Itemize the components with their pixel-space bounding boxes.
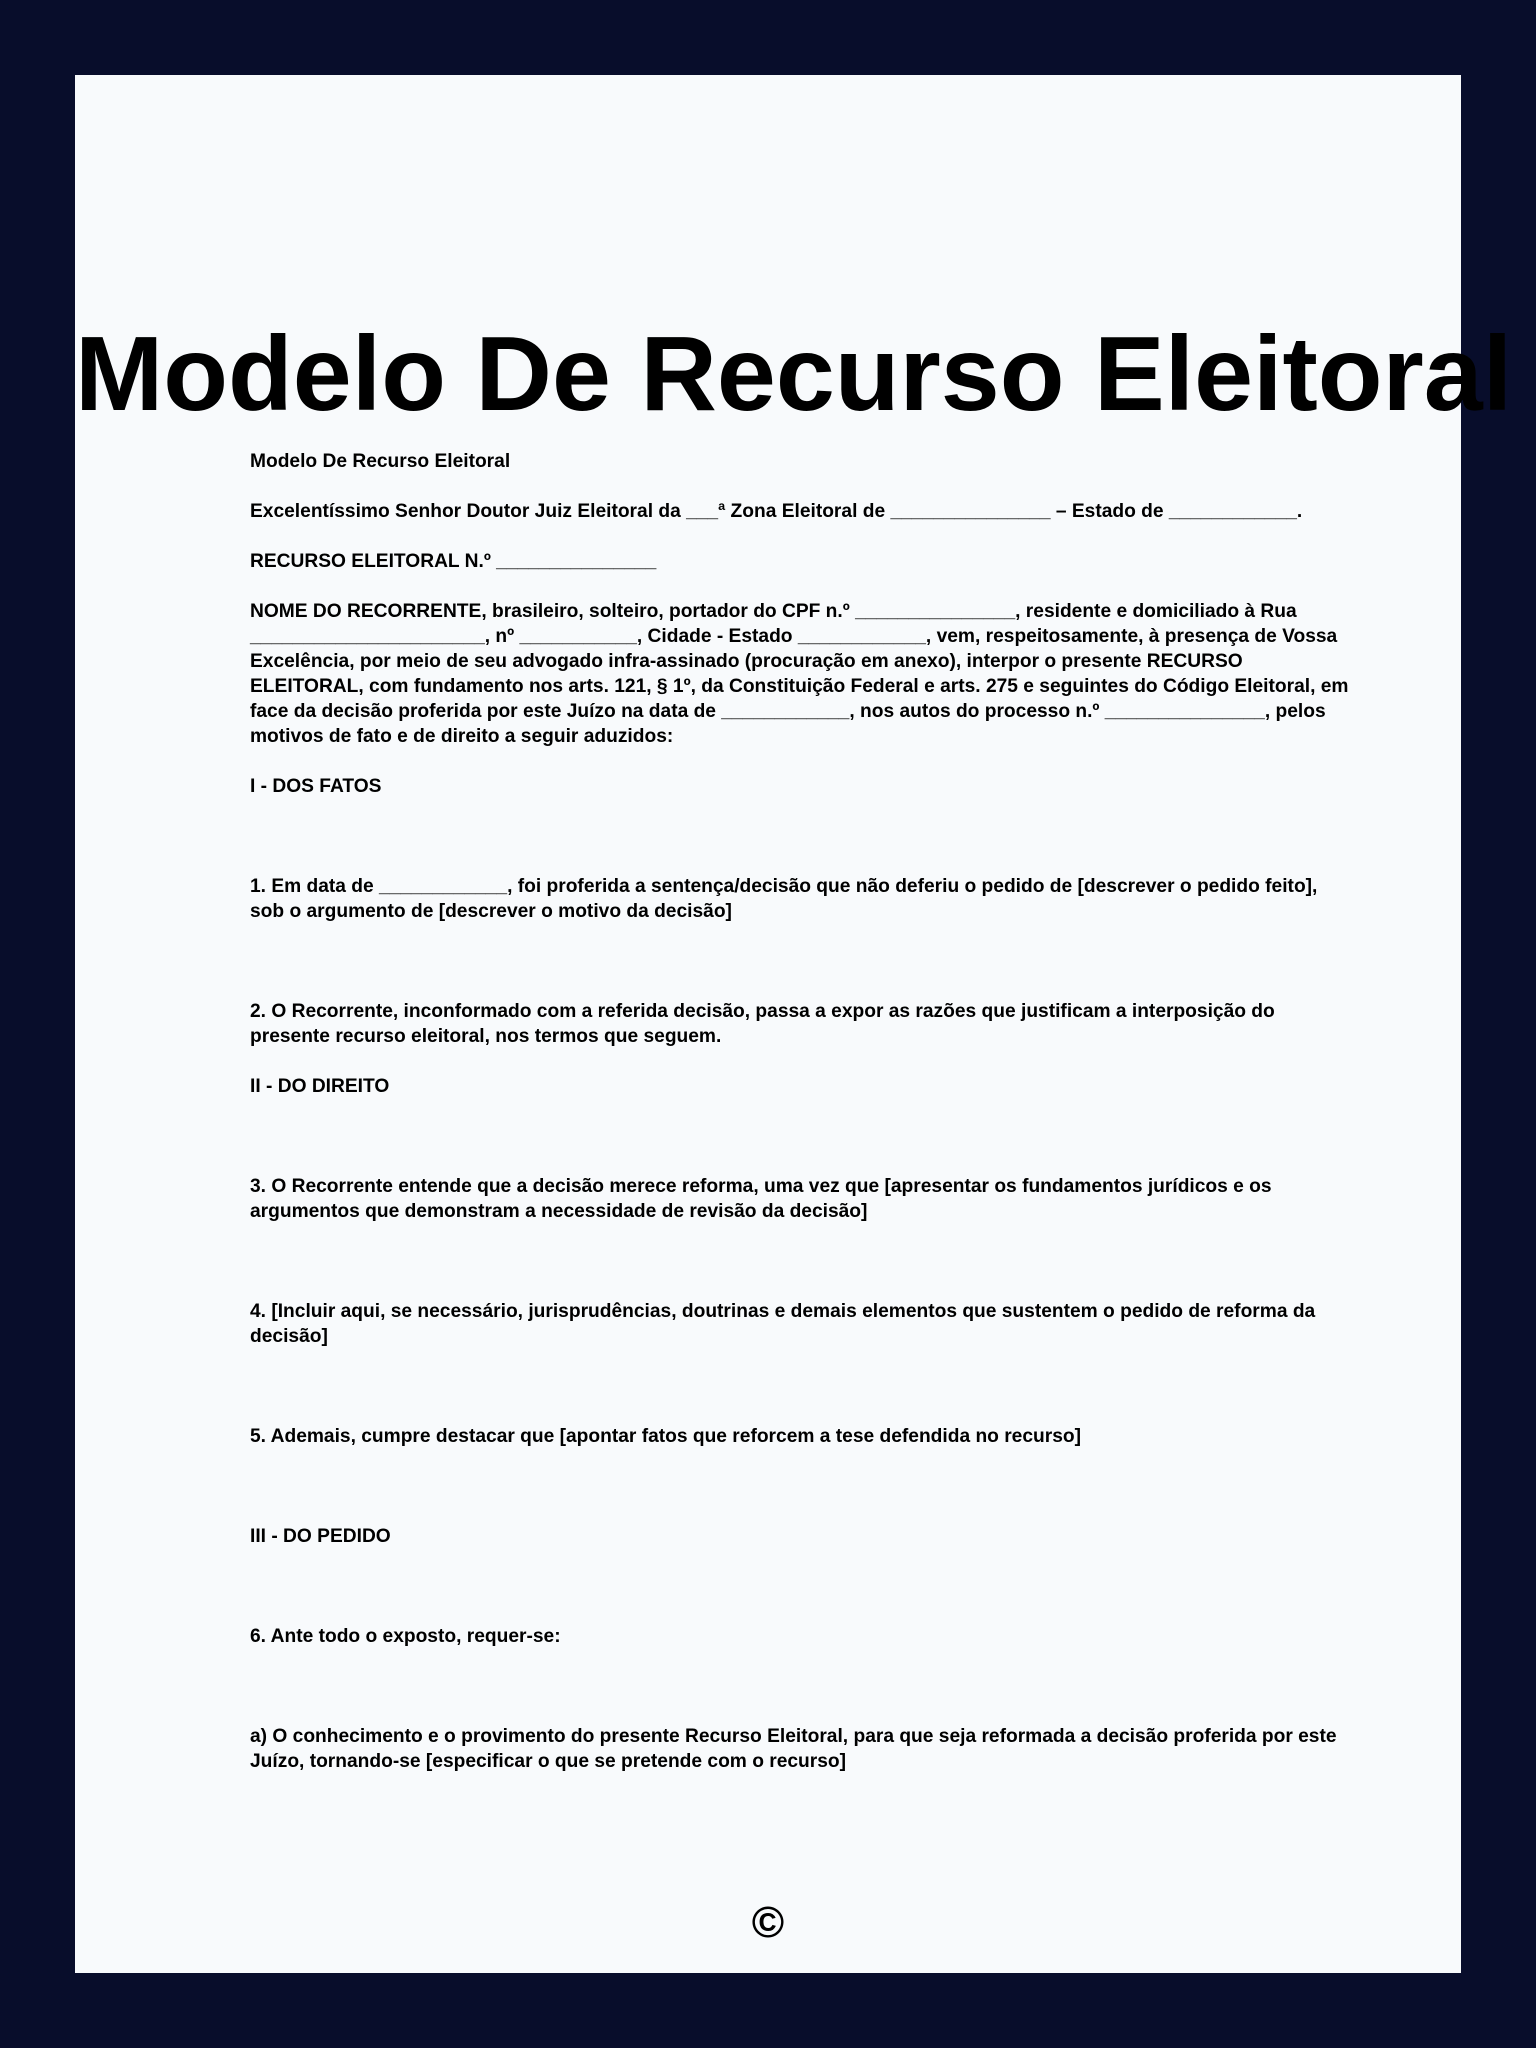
case-number: RECURSO ELEITORAL N.º _______________ <box>250 551 657 572</box>
intro-paragraph: NOME DO RECORRENTE, brasileiro, solteiro, portador do CPF n.º _______________, residente e domiciliado à Rua ______________________, nº ___________, Cidade - Estado ____________, vem, respeitosamente, à presença de Vossa Excelência, por meio de seu advogado infra-assinado (procuração em anexo), interpor o presente RECURSO ELEITORAL, com fundamento nos arts. 121, § 1º, da Constituição Federal e arts. 275 e seguintes do Código Eleitoral, em face da decisão proferida por este Juízo na data de ____________, nos autos do processo n.º _______________, pelos motivos de fato e de direito a seguir aduzidos: <box>250 601 1349 747</box>
section-heading-law: II - DO DIREITO <box>250 1076 390 1097</box>
section-heading-facts: I - DOS FATOS <box>250 776 382 797</box>
document-page <box>75 75 1513 1973</box>
document-heading: Modelo De Recurso Eleitoral <box>250 451 511 472</box>
item-a: a) O conhecimento e o provimento do presente Recurso Eleitoral, para que seja reformada a decisão proferida por este Juízo, tornando-se [especificar o que se pretende com o recurso] <box>250 1726 1337 1772</box>
document-body <box>250 449 1355 1774</box>
item-1: 1. Em data de ____________, foi proferida a sentença/decisão que não deferiu o pedido de [descrever o pedido feito], sob o argumento de [descrever o motivo da decisão] <box>250 876 1318 922</box>
copyright-icon: © <box>751 1898 785 1947</box>
item-5: 5. Ademais, cumpre destacar que [apontar fatos que reforcem a tese defendida no recurso] <box>250 1426 1081 1447</box>
item-6: 6. Ante todo o exposto, requer-se: <box>250 1626 561 1647</box>
salutation: Excelentíssimo Senhor Doutor Juiz Eleitoral da ___ª Zona Eleitoral de _______________ – Estado de ____________. <box>250 501 1303 522</box>
section-heading-request: III - DO PEDIDO <box>250 1526 391 1547</box>
item-2: 2. O Recorrente, inconformado com a referida decisão, passa a expor as razões que justificam a interposição do presente recurso eleitoral, nos termos que seguem. <box>250 1001 1275 1047</box>
document-title: Modelo De Recurso Eleitoral <box>75 315 1513 433</box>
item-4: 4. [Incluir aqui, se necessário, jurisprudências, doutrinas e demais elementos que sustentem o pedido de reforma da decisão] <box>250 1301 1316 1347</box>
item-3: 3. O Recorrente entende que a decisão merece reforma, uma vez que [apresentar os fundamentos jurídicos e os argumentos que demonstram a necessidade de revisão da decisão] <box>250 1176 1272 1222</box>
